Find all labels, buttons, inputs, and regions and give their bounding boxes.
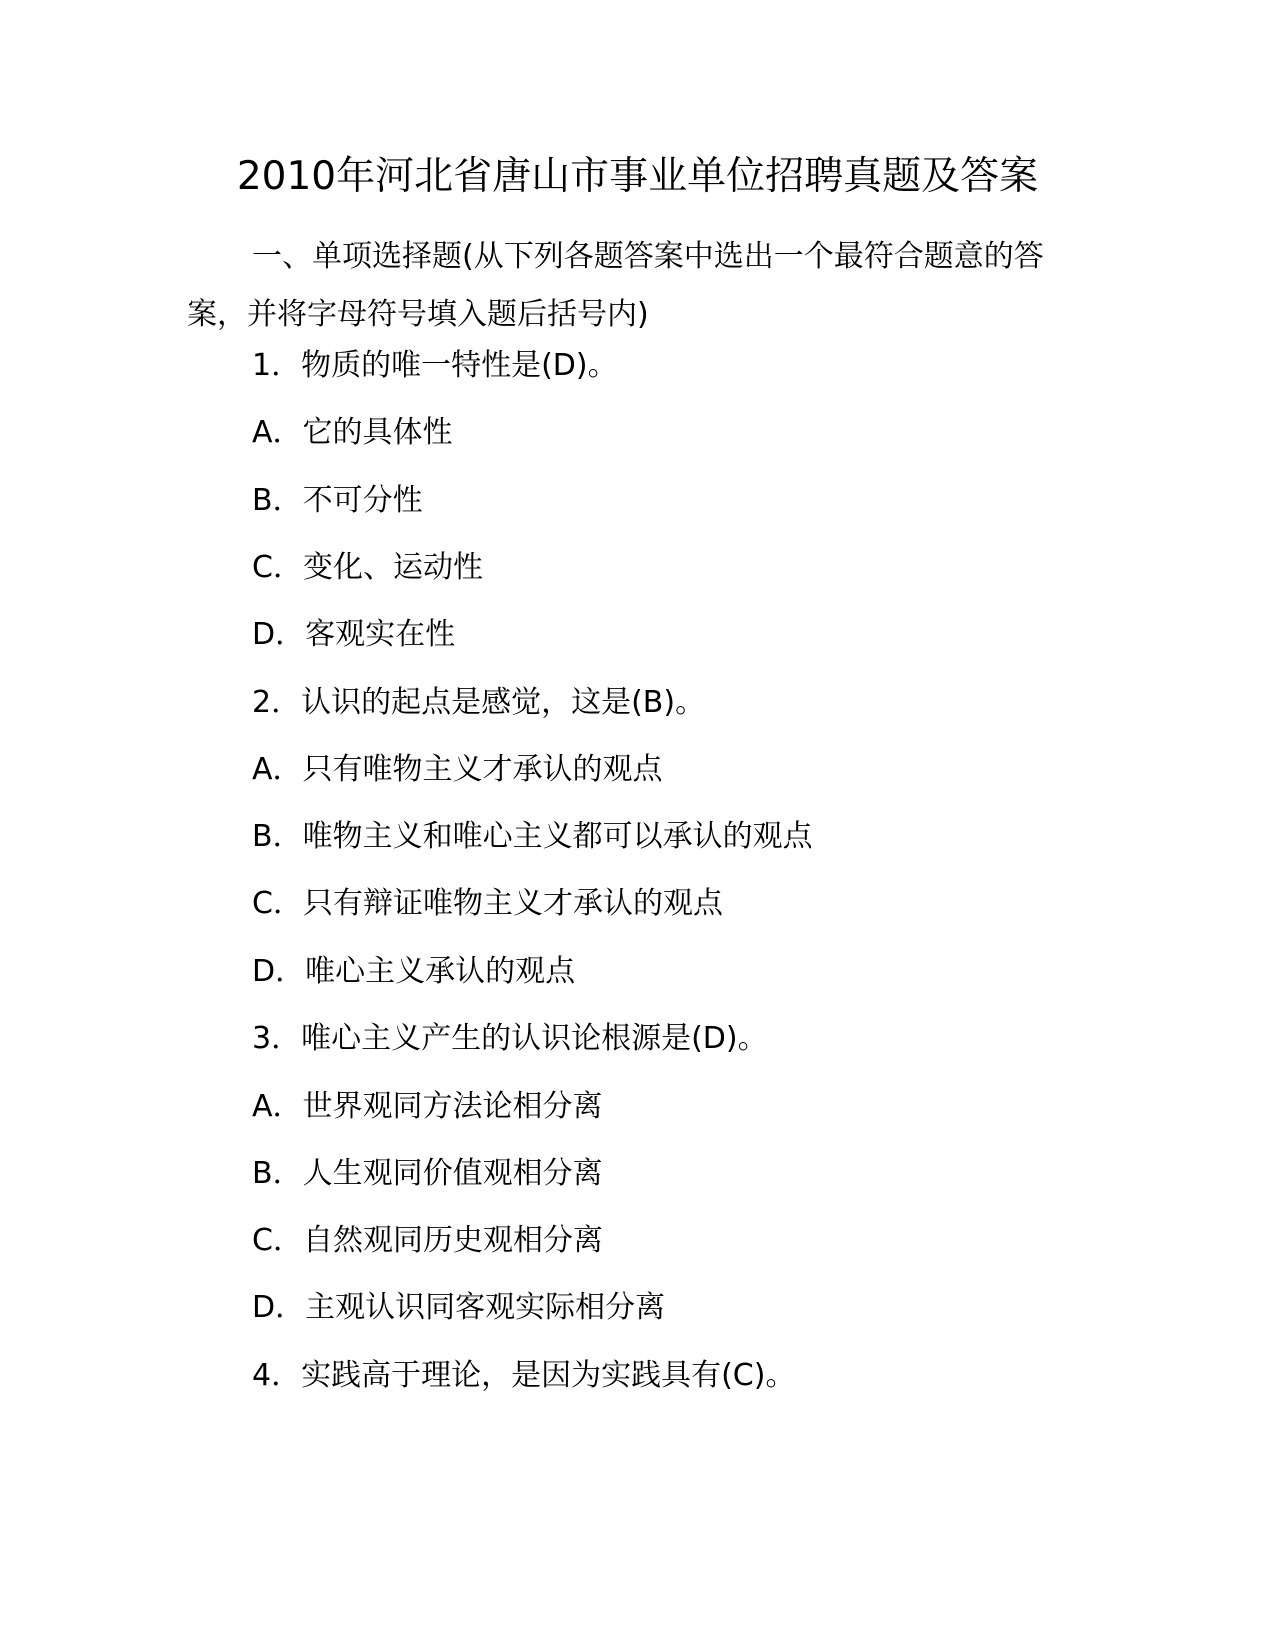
question-4: 4．实践高于理论，是因为实践具有(C)。 bbox=[252, 1358, 796, 1393]
question-3-option-b: B．人生观同价值观相分离 bbox=[252, 1156, 603, 1191]
question-3-option-c: C．自然观同历史观相分离 bbox=[252, 1223, 603, 1258]
question-2-option-a: A．只有唯物主义才承认的观点 bbox=[252, 752, 663, 787]
question-3: 3．唯心主义产生的认识论根源是(D)。 bbox=[252, 1021, 768, 1056]
question-1-option-d: D．客观实在性 bbox=[252, 617, 456, 652]
question-1-option-c: C．变化、运动性 bbox=[252, 550, 483, 585]
question-2-option-d: D．唯心主义承认的观点 bbox=[252, 954, 576, 989]
question-2-option-b: B．唯物主义和唯心主义都可以承认的观点 bbox=[252, 819, 813, 854]
section-heading: 一、单项选择题(从下列各题答案中选出一个最符合题意的答案，并将字母符号填入题后括号内) bbox=[187, 239, 1044, 332]
question-1: 1．物质的唯一特性是(D)。 bbox=[252, 348, 618, 383]
question-2-option-c: C．只有辩证唯物主义才承认的观点 bbox=[252, 886, 723, 921]
question-1-option-a: A．它的具体性 bbox=[252, 415, 453, 450]
question-1-option-b: B．不可分性 bbox=[252, 483, 423, 518]
question-2: 2．认识的起点是感觉，这是(B)。 bbox=[252, 685, 706, 720]
question-3-option-d: D．主观认识同客观实际相分离 bbox=[252, 1290, 666, 1325]
document-title: 2010年河北省唐山市事业单位招聘真题及答案 bbox=[236, 154, 1039, 199]
question-3-option-a: A．世界观同方法论相分离 bbox=[252, 1089, 603, 1124]
